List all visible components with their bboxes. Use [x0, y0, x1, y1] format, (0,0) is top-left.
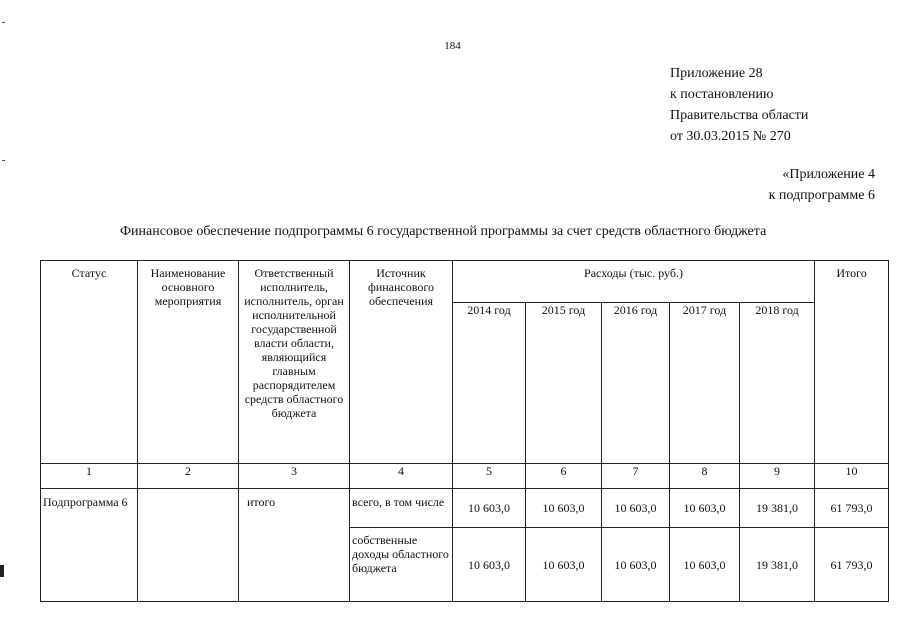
header-expenses: Расходы (тыс. руб.) [453, 261, 815, 303]
column-number: 3 [239, 464, 350, 489]
appendix-line: к постановлению [670, 87, 774, 102]
cell-name [138, 489, 239, 602]
appendix-line: к подпрограмме 6 [768, 188, 875, 203]
column-number: 2 [138, 464, 239, 489]
cell-status: Подпрограмма 6 [41, 489, 138, 602]
header-year: 2014 год [453, 303, 526, 464]
cell-source: собственные доходы областного бюджета [350, 528, 453, 602]
table-row [41, 489, 889, 528]
column-number: 1 [41, 464, 138, 489]
page-number: 184 [444, 40, 461, 52]
appendix-line: Правительства области [670, 108, 809, 123]
cell-value: 10 603,0 [453, 528, 526, 602]
financing-table [40, 260, 889, 602]
cell-value: 19 381,0 [740, 528, 815, 602]
cell-value: 10 603,0 [670, 489, 740, 528]
appendix-line: от 30.03.2015 № 270 [670, 129, 791, 144]
header-source: Источник финансового обеспечения [350, 261, 453, 464]
document-title: Финансовое обеспечение подпрограммы 6 государственной программы за счет средств областного бюджета [120, 224, 767, 239]
header-total: Итого [815, 261, 889, 464]
cell-value: 10 603,0 [526, 489, 602, 528]
header-year: 2015 год [526, 303, 602, 464]
scan-artifact [2, 22, 5, 23]
header-status: Статус [41, 261, 138, 464]
appendix-reference [670, 63, 808, 147]
scan-artifact [2, 160, 5, 161]
header-executor: Ответственный исполнитель, исполнитель, орган исполнительной государственной власти области, являющийся главным распорядителем средств областного бюджета [239, 261, 350, 464]
cell-total: 61 793,0 [815, 489, 889, 528]
subprogram-appendix-reference [769, 164, 875, 206]
cell-value: 10 603,0 [602, 489, 670, 528]
column-number: 7 [602, 464, 670, 489]
cell-value: 10 603,0 [602, 528, 670, 602]
cell-executor: итого [239, 489, 350, 602]
column-number: 5 [453, 464, 526, 489]
cell-source: всего, в том числе [350, 489, 453, 528]
header-year: 2016 год [602, 303, 670, 464]
column-number: 4 [350, 464, 453, 489]
cell-value: 10 603,0 [453, 489, 526, 528]
header-name: Наименование основного мероприятия [138, 261, 239, 464]
scan-artifact [0, 565, 4, 577]
column-number: 10 [815, 464, 889, 489]
cell-total: 61 793,0 [815, 528, 889, 602]
header-year: 2018 год [740, 303, 815, 464]
cell-value: 10 603,0 [526, 528, 602, 602]
column-number: 8 [670, 464, 740, 489]
header-year: 2017 год [670, 303, 740, 464]
cell-value: 19 381,0 [740, 489, 815, 528]
appendix-line: «Приложение 4 [782, 167, 875, 182]
appendix-line: Приложение 28 [670, 66, 763, 81]
cell-value: 10 603,0 [670, 528, 740, 602]
column-number: 6 [526, 464, 602, 489]
column-number: 9 [740, 464, 815, 489]
